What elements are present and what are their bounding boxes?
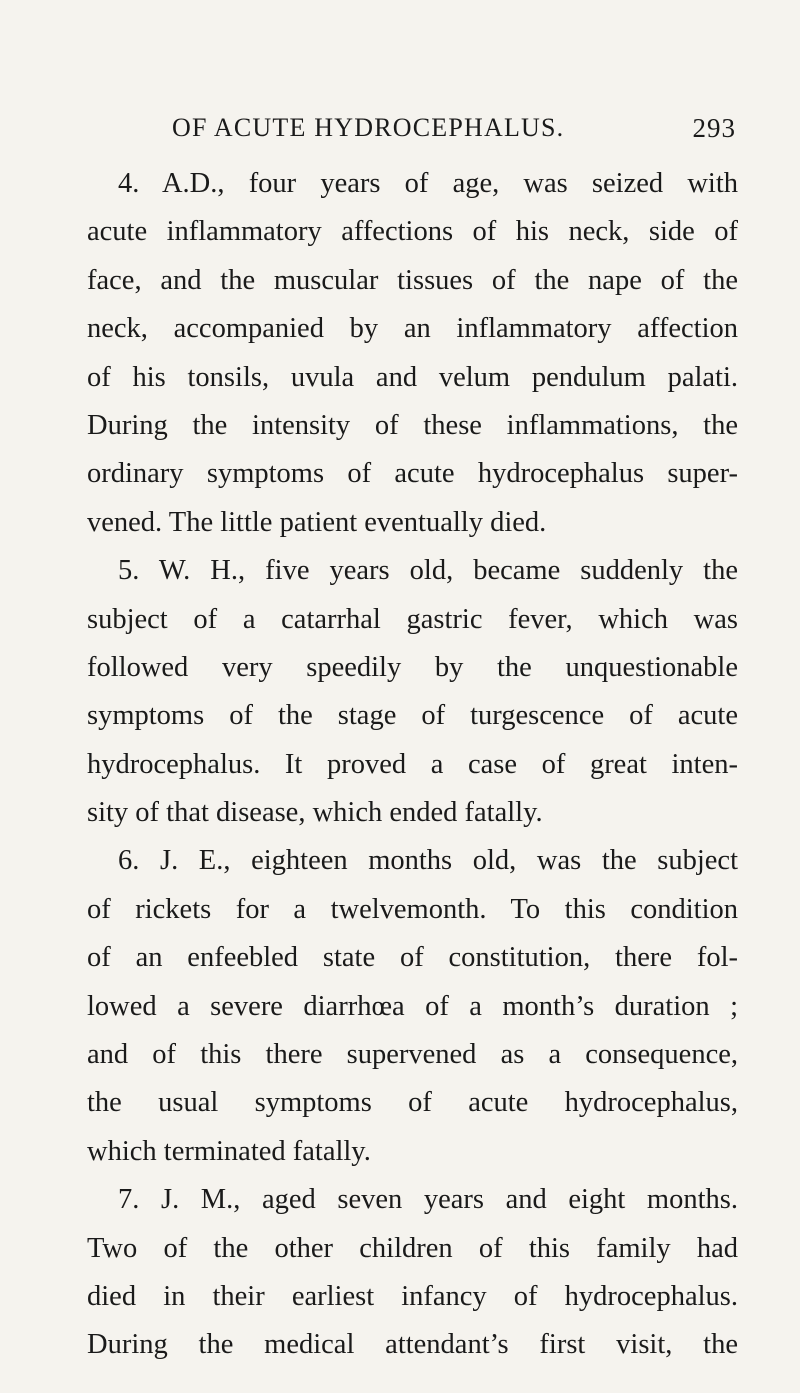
body-text bbox=[87, 160, 738, 1370]
text-line: face, and the muscular tissues of the nape of the bbox=[87, 264, 738, 296]
text-line: 5. W. H., five years old, became suddenly the bbox=[118, 555, 738, 587]
text-line: lowed a severe diarrhœa of a month’s duration ; bbox=[87, 990, 738, 1022]
text-line: followed very speedily by the unquestionable bbox=[87, 651, 738, 683]
text-line: sity of that disease, which ended fatally. bbox=[87, 797, 543, 829]
running-head bbox=[172, 108, 736, 148]
text-line: of his tonsils, uvula and velum pendulum palati. bbox=[87, 361, 738, 393]
text-line: acute inflammatory affections of his neck, side of bbox=[87, 216, 738, 248]
text-line: of an enfeebled state of constitution, there fol- bbox=[87, 942, 738, 974]
page-number: 293 bbox=[692, 113, 736, 143]
text-line: ordinary symptoms of acute hydrocephalus super- bbox=[87, 458, 738, 490]
text-line: which terminated fatally. bbox=[87, 1135, 371, 1167]
running-title: OF ACUTE HYDROCEPHALUS. bbox=[172, 113, 565, 142]
text-line: 7. J. M., aged seven years and eight months. bbox=[118, 1184, 738, 1216]
text-line: died in their earliest infancy of hydrocephalus. bbox=[87, 1280, 738, 1312]
text-line: 6. J. E., eighteen months old, was the subject bbox=[118, 845, 738, 877]
text-line: hydrocephalus. It proved a case of great inten- bbox=[87, 748, 738, 780]
text-line: of rickets for a twelvemonth. To this condition bbox=[87, 893, 738, 925]
text-line: 4. A.D., four years of age, was seized with bbox=[118, 168, 738, 199]
text-line: symptoms of the stage of turgescence of acute bbox=[87, 700, 738, 732]
text-line: vened. The little patient eventually died. bbox=[87, 506, 547, 538]
text-line: subject of a catarrhal gastric fever, which was bbox=[87, 603, 738, 635]
text-line: During the medical attendant’s first visit, the bbox=[87, 1329, 738, 1361]
text-line: Two of the other children of this family had bbox=[87, 1232, 738, 1264]
text-line: During the intensity of these inflammations, the bbox=[87, 409, 738, 441]
text-line: the usual symptoms of acute hydrocephalus, bbox=[87, 1087, 738, 1119]
text-line: neck, accompanied by an inflammatory affection bbox=[87, 313, 738, 345]
text-line: and of this there supervened as a consequence, bbox=[87, 1039, 738, 1071]
